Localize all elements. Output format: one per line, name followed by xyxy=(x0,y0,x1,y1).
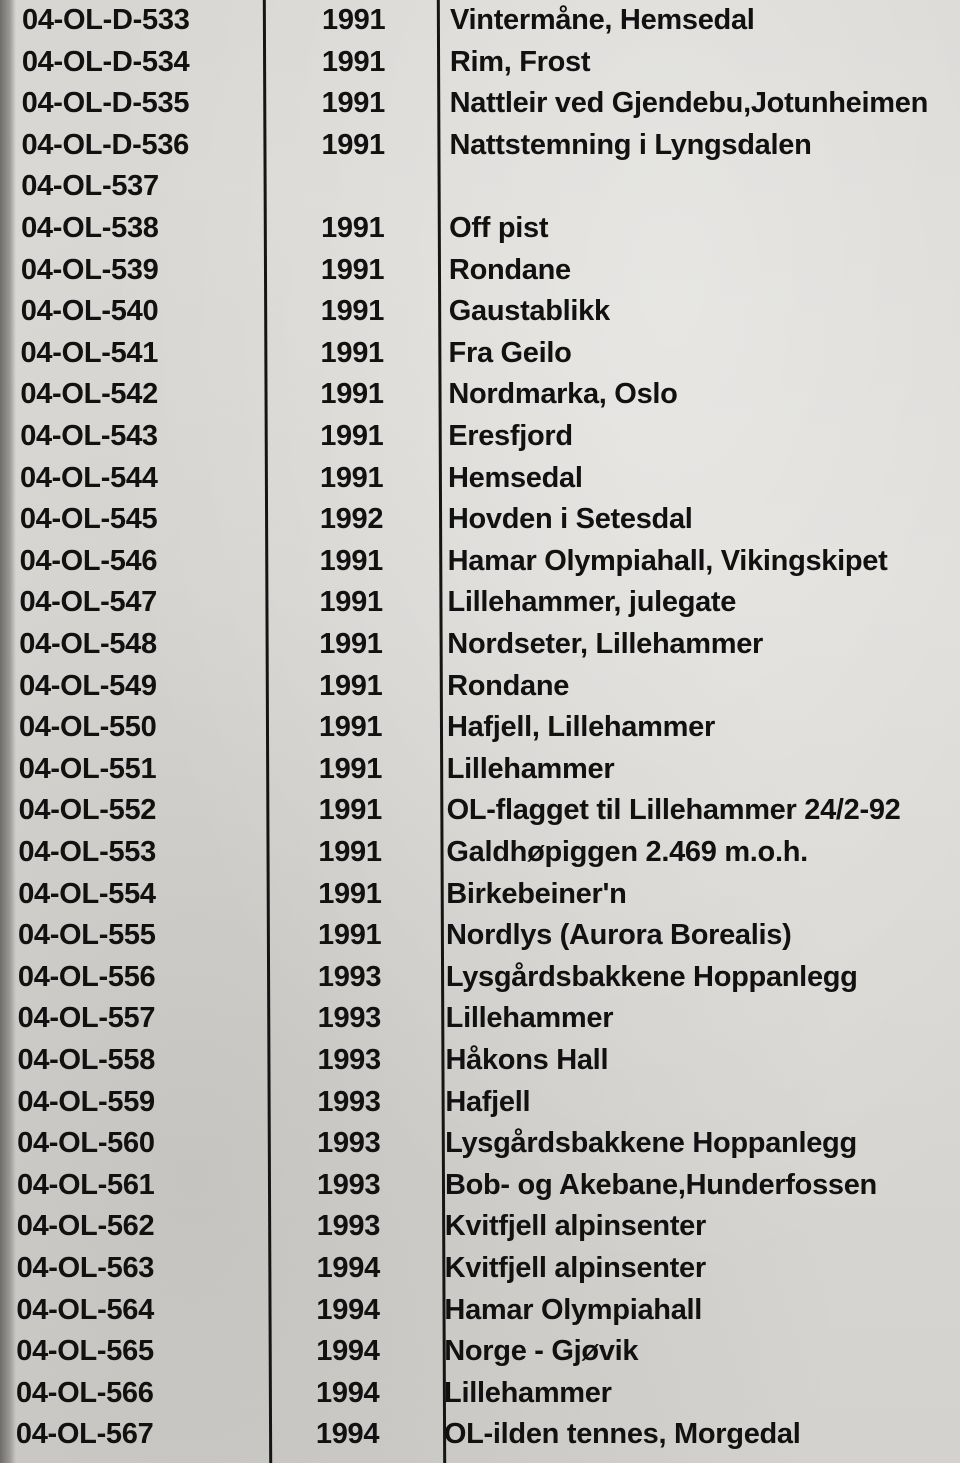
catalog-code: 04-OL-557 xyxy=(17,1002,156,1035)
table-row xyxy=(0,42,960,83)
catalog-title: Hemsedal xyxy=(448,461,583,494)
catalog-year: 1994 xyxy=(316,1293,380,1326)
table-row xyxy=(0,166,959,207)
table-row xyxy=(0,499,958,540)
table-row xyxy=(0,333,959,374)
table-row xyxy=(0,749,957,790)
catalog-title: Birkebeiner'n xyxy=(446,877,627,910)
table-row xyxy=(0,1248,955,1289)
catalog-title: Rondane xyxy=(447,669,570,702)
catalog-year: 1991 xyxy=(318,752,383,785)
catalog-title: Off pist xyxy=(449,212,549,244)
catalog-code: 04-OL-540 xyxy=(20,295,159,328)
table-row xyxy=(0,1331,954,1372)
catalog-title: Eresfjord xyxy=(448,420,573,452)
catalog-year: 1994 xyxy=(316,1376,380,1409)
table-row xyxy=(0,1290,954,1331)
catalog-year: 1991 xyxy=(318,836,382,868)
table-row xyxy=(0,582,957,623)
catalog-code: 04-OL-549 xyxy=(19,669,157,702)
catalog-year: 1993 xyxy=(317,1044,381,1076)
catalog-year: 1993 xyxy=(317,1085,381,1118)
catalog-year: 1991 xyxy=(319,586,383,619)
catalog-year: 1993 xyxy=(316,1210,381,1243)
catalog-code: 04-OL-551 xyxy=(18,752,157,785)
table-row xyxy=(0,832,956,873)
catalog-title: Rondane xyxy=(448,253,571,286)
catalog-code: 04-OL-561 xyxy=(16,1168,155,1201)
catalog-title: Lillehammer xyxy=(446,752,615,785)
catalog-code: 04-OL-554 xyxy=(18,877,156,910)
catalog-code: 04-OL-538 xyxy=(21,212,159,244)
catalog-title: Kvitfjell alpinsenter xyxy=(444,1252,706,1284)
catalog-title: Nordseter, Lillehammer xyxy=(447,628,764,660)
catalog-year: 1993 xyxy=(316,1168,381,1201)
table-row xyxy=(0,957,956,998)
catalog-year: 1991 xyxy=(322,4,386,36)
catalog-code: 04-OL-563 xyxy=(16,1252,155,1284)
catalog-title: Fra Geilo xyxy=(448,336,572,369)
table-row xyxy=(0,250,959,291)
catalog-year: 1991 xyxy=(320,336,384,369)
catalog-year: 1991 xyxy=(321,212,385,244)
catalog-title: Hovden i Setesdal xyxy=(447,503,693,536)
catalog-year: 1993 xyxy=(317,960,382,993)
catalog-title: Nordmarka, Oslo xyxy=(448,378,678,411)
catalog-code: 04-OL-D-535 xyxy=(21,87,190,120)
catalog-title: Gaustablikk xyxy=(448,295,610,328)
table-row xyxy=(0,666,957,707)
catalog-code: 04-OL-560 xyxy=(17,1127,155,1160)
catalog-title: Norge - Gjøvik xyxy=(444,1335,639,1368)
catalog-year: 1991 xyxy=(319,628,383,660)
catalog-code: 04-OL-543 xyxy=(20,420,158,452)
catalog-title: Håkons Hall xyxy=(445,1044,609,1076)
table-row xyxy=(0,874,956,915)
catalog-code: 04-OL-547 xyxy=(19,586,158,619)
table-row xyxy=(0,291,959,332)
catalog-code: 04-OL-562 xyxy=(16,1210,155,1243)
table-row xyxy=(0,458,958,499)
catalog-code: 04-OL-D-536 xyxy=(21,128,189,161)
catalog-title: Lillehammer xyxy=(444,1376,612,1409)
catalog-year: 1991 xyxy=(321,87,385,120)
table-row xyxy=(0,624,957,665)
table-row xyxy=(0,707,957,748)
catalog-code: 04-OL-D-533 xyxy=(22,4,190,36)
catalog-code: 04-OL-566 xyxy=(16,1376,154,1409)
table-row xyxy=(0,83,960,124)
catalog-code: 04-OL-546 xyxy=(19,544,158,577)
catalog-code: 04-OL-545 xyxy=(19,503,158,536)
catalog-code: 04-OL-567 xyxy=(15,1418,154,1451)
catalog-code: 04-OL-542 xyxy=(20,378,158,411)
catalog-code: 04-OL-544 xyxy=(20,461,158,494)
catalog-code: 04-OL-558 xyxy=(17,1044,156,1076)
catalog-year: 1994 xyxy=(316,1252,380,1284)
catalog-title: Nordlys (Aurora Borealis) xyxy=(446,919,792,952)
catalog-title: Lysgårdsbakkene Hoppanlegg xyxy=(445,960,858,993)
catalog-year: 1993 xyxy=(317,1127,381,1160)
catalog-year: 1992 xyxy=(319,503,384,536)
catalog-year: 1991 xyxy=(318,919,382,952)
catalog-code: 04-OL-552 xyxy=(18,794,157,827)
table-row xyxy=(0,998,956,1039)
catalog-title: Lysgårdsbakkene Hoppanlegg xyxy=(445,1127,857,1160)
table-row xyxy=(0,915,956,956)
catalog-code: 04-OL-D-534 xyxy=(21,45,190,78)
catalog-title: OL-flagget til Lillehammer 24/2-92 xyxy=(446,794,901,827)
catalog-year: 1994 xyxy=(316,1335,380,1368)
catalog-code: 04-OL-550 xyxy=(18,711,157,744)
catalog-title: Nattleir ved Gjendebu,Jotunheimen xyxy=(449,87,928,120)
table-row xyxy=(0,1414,954,1455)
table-row xyxy=(0,416,958,457)
table-row xyxy=(0,1082,955,1123)
catalog-title: Vintermåne, Hemsedal xyxy=(450,4,755,36)
catalog-title: Hafjell, Lillehammer xyxy=(446,711,715,744)
catalog-year: 1991 xyxy=(321,45,386,78)
catalog-title: Lillehammer xyxy=(445,1002,614,1035)
catalog-year: 1991 xyxy=(319,544,383,577)
table-row xyxy=(0,1123,955,1164)
catalog-title: Hamar Olympiahall xyxy=(444,1293,703,1326)
catalog-code: 04-OL-541 xyxy=(20,336,159,369)
catalog-year: 1991 xyxy=(320,461,384,494)
catalog-year: 1991 xyxy=(320,253,385,286)
table-row xyxy=(0,208,959,249)
catalog-year: 1994 xyxy=(315,1418,380,1451)
table-row xyxy=(0,374,958,415)
catalog-title: Hamar Olympiahall, Vikingskipet xyxy=(447,544,888,577)
catalog-title: Bob- og Akebane,Hunderfossen xyxy=(444,1168,877,1201)
table-row xyxy=(0,1165,955,1206)
catalog-title: OL-ilden tennes, Morgedal xyxy=(443,1418,801,1451)
catalog-year: 1991 xyxy=(318,711,383,744)
catalog-title: Rim, Frost xyxy=(449,45,591,78)
table-row xyxy=(0,1206,955,1247)
catalog-year: 1991 xyxy=(321,128,385,161)
table-row xyxy=(0,1040,956,1081)
catalog-code: 04-OL-559 xyxy=(17,1085,155,1118)
table-row xyxy=(0,125,959,166)
catalog-title: Kvitfjell alpinsenter xyxy=(444,1210,706,1243)
catalog-title: Lillehammer, julegate xyxy=(447,586,737,619)
catalog-code: 04-OL-564 xyxy=(16,1293,154,1326)
catalog-year: 1991 xyxy=(320,420,384,452)
catalog-code: 04-OL-539 xyxy=(20,253,159,286)
catalog-year: 1991 xyxy=(320,378,384,411)
catalog-code: 04-OL-537 xyxy=(21,170,159,203)
catalog-code: 04-OL-555 xyxy=(18,919,156,952)
table-row xyxy=(0,0,960,41)
catalog-year: 1993 xyxy=(317,1002,382,1035)
catalog-title: Nattstemning i Lyngsdalen xyxy=(449,128,812,161)
catalog-year: 1991 xyxy=(319,669,383,702)
catalog-year: 1991 xyxy=(318,877,382,910)
catalog-year: 1991 xyxy=(320,295,385,328)
catalog-title: Galdhøpiggen 2.469 m.o.h. xyxy=(446,836,808,868)
catalog-code: 04-OL-553 xyxy=(18,836,156,868)
table-row xyxy=(0,790,957,831)
catalog-code: 04-OL-548 xyxy=(19,628,157,660)
table-row xyxy=(0,1373,954,1414)
catalog-code: 04-OL-556 xyxy=(17,960,156,993)
catalog-year: 1991 xyxy=(318,794,382,827)
table-row xyxy=(0,541,958,582)
catalog-code: 04-OL-565 xyxy=(16,1335,154,1368)
catalog-title: Hafjell xyxy=(445,1085,531,1118)
